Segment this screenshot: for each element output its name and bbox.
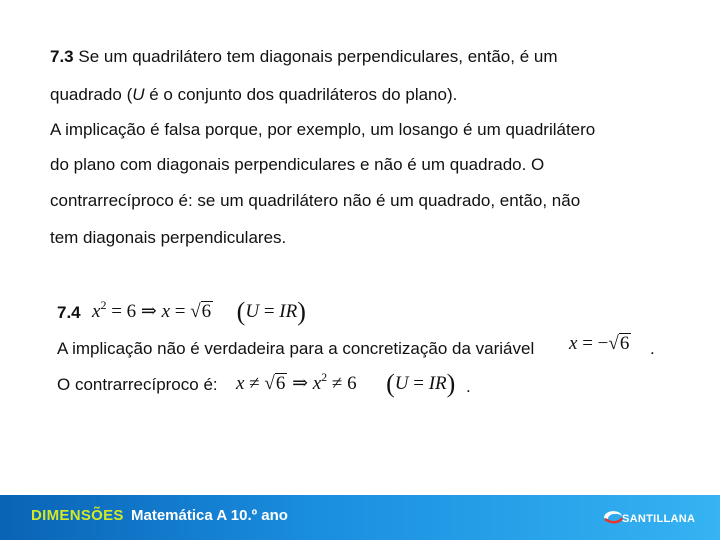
implication-sentence: A implicação não é verdadeira para a concretização da variável xyxy=(57,339,535,358)
text-line: é o conjunto dos quadriláteros do plano). xyxy=(144,85,458,104)
set-symbol-u: U xyxy=(132,85,145,104)
sentence-period: . xyxy=(650,339,655,358)
formula-counterexample: x = −√6 xyxy=(569,333,630,354)
square-root: √6 xyxy=(264,373,286,394)
paragraph-73-line-4: do plano com diagonais perpendiculares e não é um quadrado. O xyxy=(50,155,545,174)
paragraph-73-line-2 xyxy=(50,84,457,106)
paragraph-73-line-1 xyxy=(50,46,558,68)
square-root: √6 xyxy=(190,301,212,322)
text-line: Se um quadrilátero tem diagonais perpendiculares, então, é um xyxy=(73,47,558,66)
paragraph-73-line-5: contrarrecíproco é: se um quadrilátero não é um quadrado, então, não xyxy=(50,191,581,210)
sentence-period: . xyxy=(466,377,471,396)
square-root: √6 xyxy=(608,333,630,354)
publisher-name: SANTILLANA xyxy=(622,513,696,525)
formula-implication: $x^2 = 6$ ⇒ x = √6 (U = IR) xyxy=(92,297,306,326)
footer-subject: Matemática A 10.º ano xyxy=(131,507,288,524)
formula-contrapositive: x ≠ √6 ⇒ $x^2 \ne 6$ (U = IR) xyxy=(236,369,456,398)
contrapositive-sentence: O contrarrecíproco é: xyxy=(57,375,218,394)
footer-brand: DIMENSÕES xyxy=(31,507,124,524)
text-line: quadrado ( xyxy=(50,85,133,104)
paragraph-73-line-3: A implicação é falsa porque, por exemplo, um losango é um quadrilátero xyxy=(50,120,596,139)
paragraph-73-line-6: tem diagonais perpendiculares. xyxy=(50,228,287,247)
section-number-74: 7.4 xyxy=(57,303,81,322)
section-number-73: 7.3 xyxy=(50,47,74,66)
